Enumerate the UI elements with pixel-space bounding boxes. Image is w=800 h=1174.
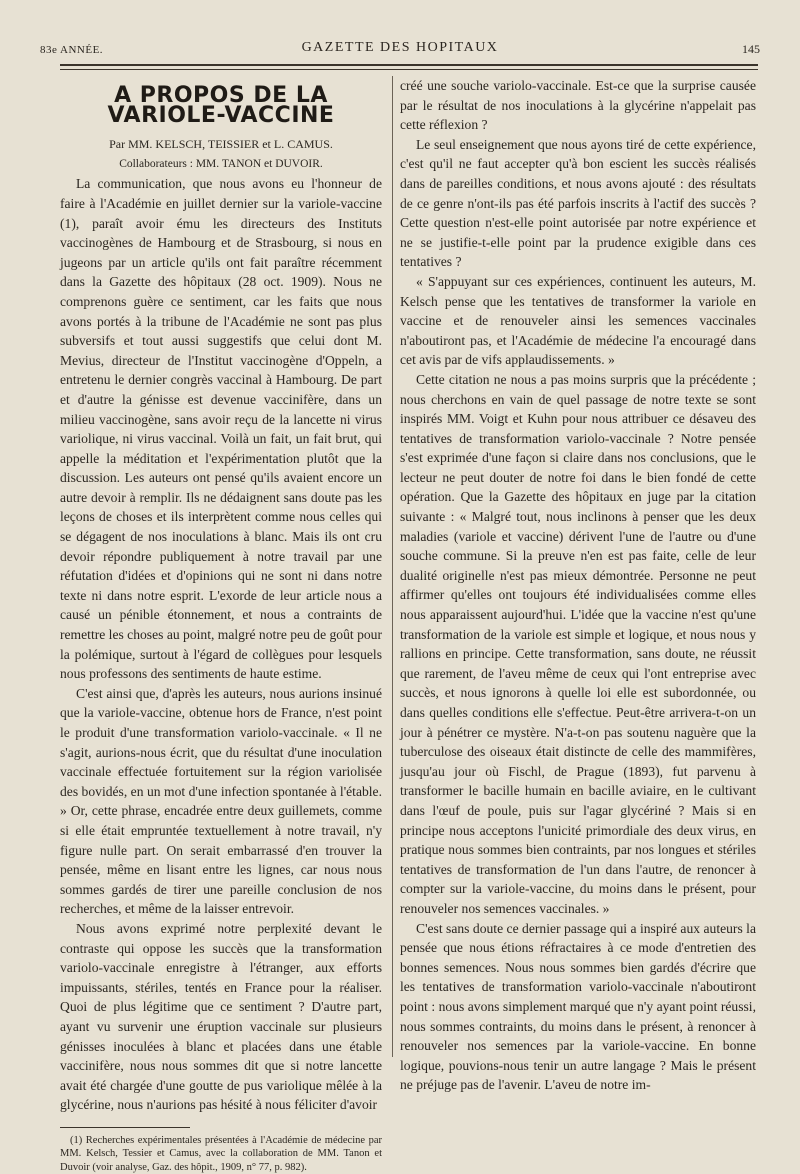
issue-year: 83e ANNÉE. [40,44,104,56]
paragraph: « S'appuyant sur ces expériences, continuent les auteurs, M. Kelsch pense que les tentatives de transformer la variole en vaccine et de renouveler ainsi les semences vaccinales n'aboutiront pas, et l'Académie de médecine l'a encouragé dans cet avis par de vifs applaudissements. » [400,273,756,368]
paragraph: La communication, que nous avons eu l'honneur de faire à l'Académie en juillet dernier sur la variole-vaccine (1), paraît avoir ému les directeurs des Instituts vaccinogènes de Hambourg et de Strasbourg, si nous en jugeons par un article qu'ils ont fait paraître récemment dans la Gazette des hôpitaux (28 oct. 1909). Nous ne comprenons guère ce sentiment, car les faits que nous avons portés à la tribune de l'Académie ne sont pas plus subversifs et tout aussi suggestifs que celui dont M. Mevius, directeur de l'Institut vaccinogène d'Oppeln, a entretenu le dernier congrès vaccinal à Hambourg. De part et d'autre la génisse est devenue vaccinifère, dans un milieu vaccinogène, sans avoir reçu de la lancette ni virus variolique, ni virus vaccinal. Voilà un fait, un fait brut, qui appelle la méditation et l'expérimentation plutôt que la discussion. Les auteurs ont pensé qu'ils avaient encore un autre devoir à remplir. Ils ne dédaignent sans doute pas les leçons de choses et ils interprètent comme nous celles qui se dégagent de nos inoculations à blanc. Mais ils ont cru devoir répondre publiquement à notre travail par une réfutation d'idées et d'opinions qui ne sont ni dans notre texte ni dans notre esprit. L'exorde de leur article nous a causé un pénible étonnement, et nous a contraints de remettre les choses au point, malgré notre peu de goût pour la polémique, surtout à l'égard de collègues pour lesquels nous professons des sentiments de haute estime. [60,176,382,682]
paragraph: Cette citation ne nous a pas moins surpris que la précédente ; nous cherchons en vain de quel passage de notre texte se sont inspirés MM. Voigt et Kuhn pour nous attribuer ce désaveu des tentatives de transformation variolo-vaccinale ? Notre pensée s'est exprimée d'une façon si claire dans nos conclusions, que le lecteur ne peut douter de notre foi dans le bien fondé de cette opération. Que la Gazette des hôpitaux en juge par la citation suivante : « Malgré tout, nous inclinons à penser que les deux maladies (variole et vaccine) dérivent l'une de l'autre ou d'une souche commune. Si la preuve n'en est pas faite, celle de leur dualité originelle n'est pas mieux démontrée. Personne ne peut affirmer qu'elles ont toujours été individualisées comme elles nous apparaissent aujourd'hui. L'idée que la vaccine n'est qu'une transformation de la variole est simple et logique, et nous nous y rallions en principe. Cette transformation, sans doute, ne réussit que rarement, de l'aveu même de ceux qui l'ont entreprise avec succès, et nous ignorons à quelle loi elle est subordonnée, ou dans quelles conditions elle s'effectue. Peut-être arrivera-t-on un jour à pénétrer ce mystère. N'a-t-on pas soutenu naguère que la tuberculose des oiseaux était distincte de celle des mammifères, jusqu'au jour où Fischl, de Prague (1893), fut parvenu à transformer le bacille humain en bacille aviaire, en le cultivant dans l'œuf de poule, puis sur l'agar glycériné ? Mais si en principe nous acceptons l'unicité primordiale des deux virus, en pratique nous sommes bien contraints, par nos longues et stériles tentatives de transformation de l'un dans l'autre, de renoncer à compter sur la variole-vaccine, du moins dans le présent, pour renouveler nos semences vaccinales. » [400,371,756,916]
article-authors: Par MM. KELSCH, TEISSIER et L. CAMUS. [109,137,333,152]
paragraph: Le seul enseignement que nous ayons tiré de cette expérience, c'est qu'il ne faut accepter qu'à bon escient les succès réalisés dans de pareilles conditions, et nous avons ajouté : des résultats de ce genre n'ont-ils pas été parfois inscrits à l'actif des succès ? Cette question n'est-elle point autorisée par notre expérience et ne se justifie-t-elle point par la prudence exigible dans ces tentatives ? [400,136,756,270]
paragraph: Nous avons exprimé notre perplexité devant le contraste qui oppose les succès que la transformation variolo-vaccinale enregistre à l'étranger, aux efforts impuissants, stériles, tentés en France pour la réaliser. Quoi de plus légitime que ce sentiment ? D'autre part, ayant vu survenir une éruption vaccinale sur plusieurs génisses inoculées à blanc et placées dans une étable vaccinifère, nous nous sommes dit que si notre lancette avait été chargée d'une goutte de pus variolique mêlée à la glycérine, nous n'aurions pas hésité à nous féliciter d'avoir [60,920,382,1113]
paragraph: C'est ainsi que, d'après les auteurs, nous aurions insinué que la variole-vaccine, obtenue hors de France, n'est point le produit d'une transformation variolo-vaccinale. « Il ne s'agit, aurions-nous écrit, que du résultat d'une inoculation vaccinale effectuée fortuitement sur la région variolisée des bovidés, en un mot d'une infection spontanée à l'étable. » Or, cette phrase, encadrée entre deux guillemets, comme si elle était empruntée textuellement à notre travail, n'y figure nulle part. On serait embarrassé d'en trouver la pensée, même en lisant entre les lignes, car nous nous sommes gardés de tirer une pareille conclusion de nos recherches, et même de la laisser entrevoir. [60,685,382,917]
footnote: (1) Recherches expérimentales présentées à l'Académie de médecine par MM. Kelsch, Tessier et Camus, avec la collaboration de MM. Tanon et Duvoir (voir analyse, Gaz. des hôpit., 1909, n° 77, p. 982). [60,1134,382,1173]
page-number: 145 [742,42,760,56]
column-divider [392,76,393,1057]
right-column [400,76,756,1095]
header-rule-thin [60,69,758,70]
paragraph: C'est sans doute ce dernier passage qui a inspiré aux auteurs la pensée que nous étions réfractaires à ce mode d'entretien des bonnes semences. Nous nous sommes bien gardés d'écrire que les tentatives de transformation variolo-vaccinale n'aboutiront point : nous avons simplement marqué que n'y ayant point réussi, nous sommes contraints, du moins dans le présent, à renoncer à renouveler nos semences par la variole-vaccine. En bonne logique, pouvions-nous tenir un autre langage ? Mais le présent ne préjuge pas de l'avenir. L'aveu de notre im- [400,920,756,1093]
article-title: A PROPOS DE LA VARIOLE-VACCINE [107,83,335,128]
journal-title: GAZETTE DES HOPITAUX [301,40,499,55]
page-header [40,40,760,60]
header-rule-thick [60,64,758,66]
footnote-divider [60,1127,190,1128]
left-column [60,80,382,1174]
paragraph: créé une souche variolo-vaccinale. Est-ce que la surprise causée par le résultat de nos inoculations à la glycérine n'appelait pas cette réflexion ? [400,78,756,133]
article-collaborators: Collaborateurs : MM. TANON et DUVOIR. [119,157,323,170]
